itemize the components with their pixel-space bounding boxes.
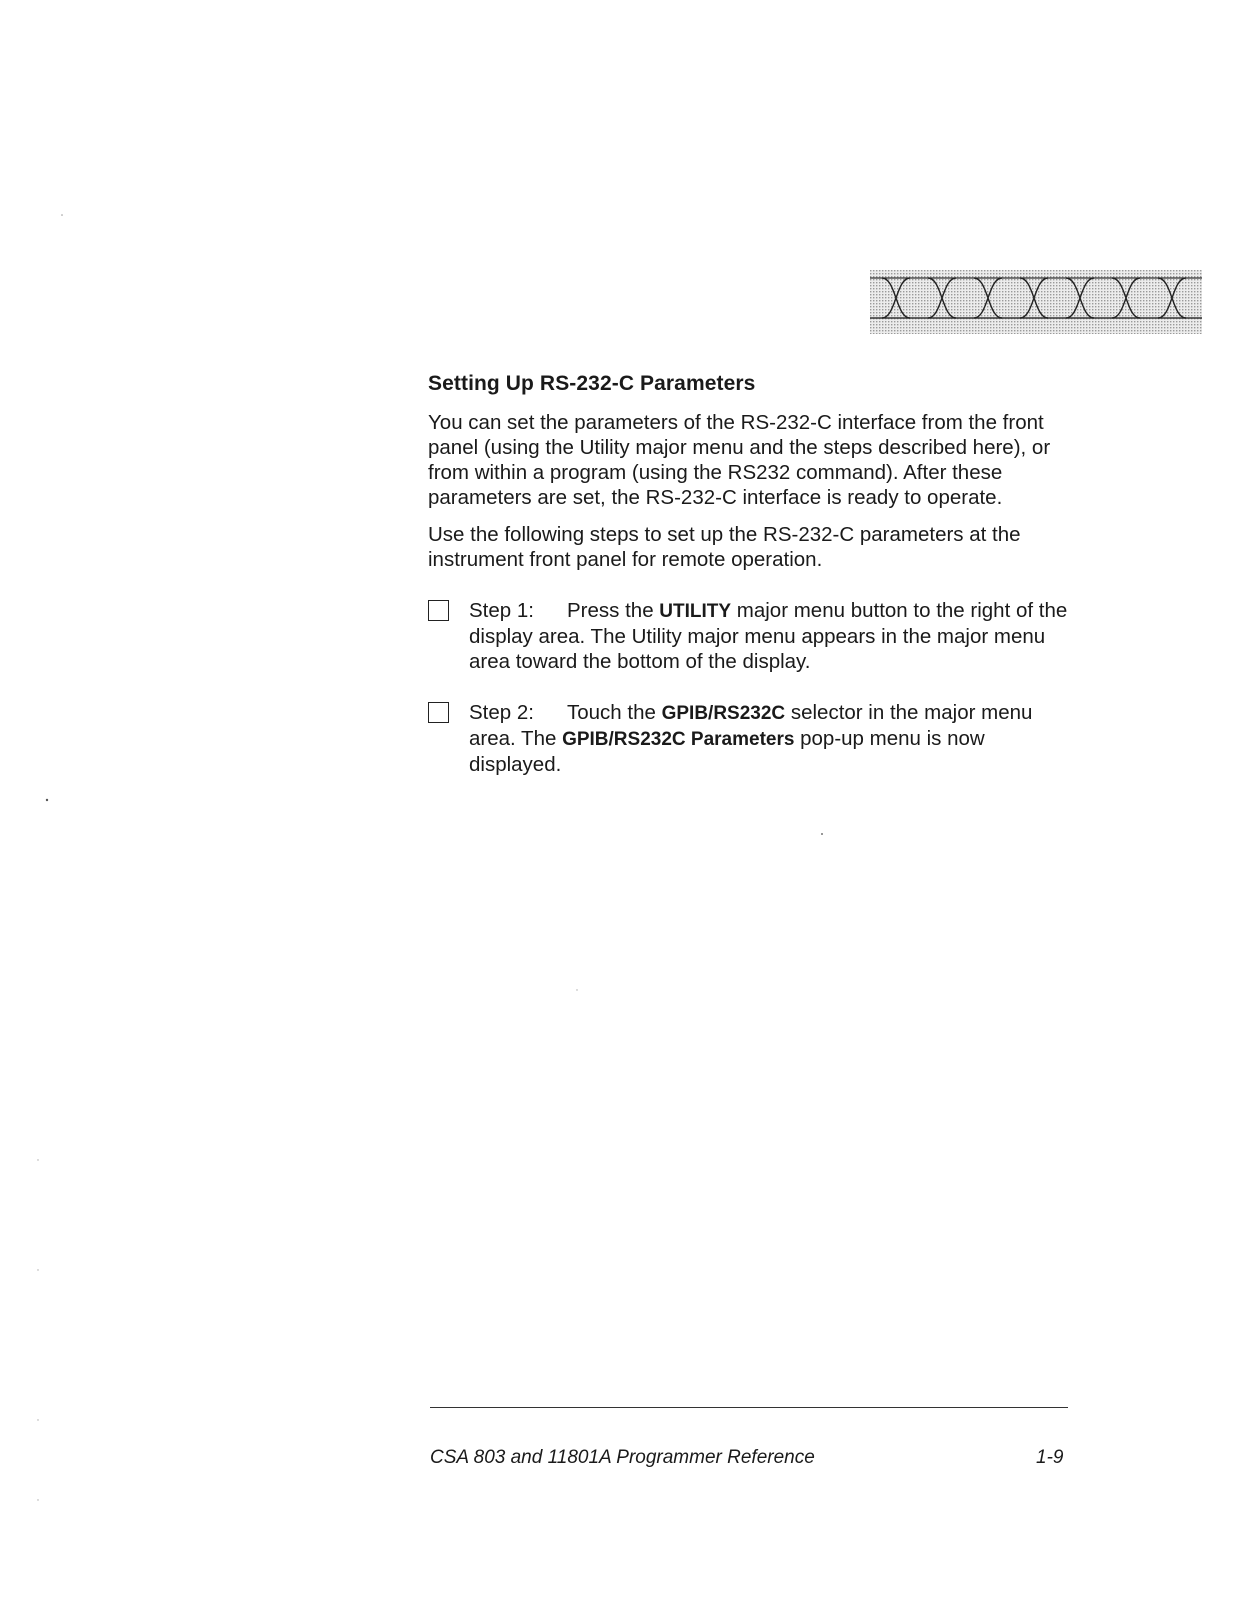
steps-intro-paragraph: Use the following steps to set up the RS-232-C parameters at the instrument front panel for remote operation. [428,523,1021,571]
step-1 [428,598,1073,674]
section-content [428,372,1073,777]
chapter-tab-banner [870,270,1202,334]
step-text: major menu button to the right of the display area. The Utility major menu appears in the major menu area toward the bottom of the display. [469,599,1068,673]
section-heading: Setting Up RS-232-C Parameters [428,372,756,395]
step-text: selector in the major menu area. The [469,701,1033,750]
page-number: 1-9 [1036,1447,1064,1468]
footer-rule [430,1407,1068,1408]
step-checkbox-icon [428,702,449,723]
step-label: Step 2: [469,701,534,724]
intro-paragraph: You can set the parameters of the RS-232-C interface from the front panel (using the Utility major menu and the steps described here), or from within a program (using the RS232 command). After these parameters are set, the RS-232-C interface is ready to operate. [428,411,1051,509]
step-text: Touch the [567,701,662,724]
footer-title: CSA 803 and 11801A Programmer Reference [430,1447,815,1468]
step-2 [428,700,1073,777]
keyword-gpib-rs232c-parameters: GPIB/RS232C Parameters [562,729,795,750]
step-label: Step 1: [469,599,534,622]
keyword-utility: UTILITY [659,601,732,622]
step-text: pop-up menu is now displayed. [469,727,985,776]
step-checkbox-icon [428,600,449,621]
step-text: Press the [567,599,660,622]
keyword-gpib-rs232c: GPIB/RS232C [661,703,786,724]
